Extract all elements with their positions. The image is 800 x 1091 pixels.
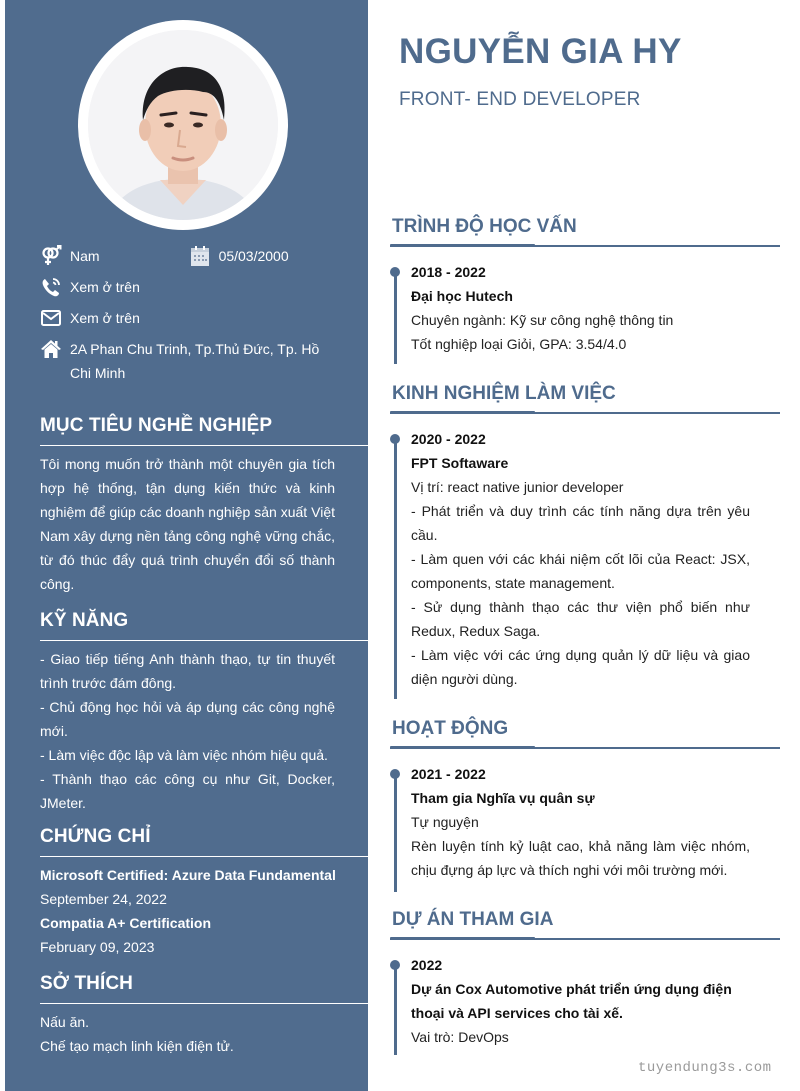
education-section [390, 214, 780, 356]
hobbies-list [40, 1010, 335, 1058]
skill-item: - Giao tiếp tiếng Anh thành thạo, tự tin thuyết trình trước đám đông. [40, 651, 335, 691]
certificate-date: February 09, 2023 [40, 939, 155, 955]
birthday-value: 05/03/2000 [218, 248, 289, 264]
hobbies-title: SỞ THÍCH [40, 971, 368, 1004]
avatar-frame [78, 20, 288, 230]
phone-icon [40, 276, 62, 298]
address-field [40, 337, 340, 385]
experience-detail: - Phát triển và duy trình các tính năng dựa trên yêu cầu. [411, 503, 750, 543]
education-entry [390, 260, 780, 356]
activity-entry [390, 762, 780, 882]
gender-field [40, 244, 100, 268]
activity-detail: Tự nguyện [411, 814, 479, 830]
experience-detail: - Làm quen với các khái niệm cốt lõi của React: JSX, components, state management. [411, 551, 750, 591]
experience-title: KINH NGHIỆM LÀM VIỆC [392, 383, 616, 404]
timeline-line [394, 272, 397, 364]
education-period: 2018 - 2022 [411, 264, 486, 280]
gender-value: Nam [70, 248, 100, 264]
section-divider [390, 746, 780, 750]
timeline-line [394, 439, 397, 699]
activity-name: Tham gia Nghĩa vụ quân sự [411, 790, 595, 806]
objective-title: MỤC TIÊU NGHỀ NGHIỆP [40, 413, 368, 446]
skills-list [40, 647, 335, 815]
certificate-name: Microsoft Certified: Azure Data Fundamental [40, 867, 336, 883]
avatar [88, 30, 278, 220]
projects-section [390, 907, 780, 1049]
phone-field [40, 275, 340, 306]
certificates-list [40, 863, 360, 959]
experience-detail: - Sử dụng thành thạo các thư viện phổ biến như Redux, Redux Saga. [411, 599, 750, 639]
candidate-role: FRONT- END DEVELOPER [399, 89, 641, 110]
timeline-line [394, 965, 397, 1055]
certificates-title: CHỨNG CHỈ [40, 824, 368, 857]
profile-photo [88, 30, 278, 220]
candidate-name: NGUYỄN GIA HY [399, 32, 682, 71]
project-detail: Vai trò: DevOps [411, 1029, 509, 1045]
project-name: Dự án Cox Automotive phát triển ứng dụng điện thoại và API services cho tài xế. [411, 981, 732, 1021]
experience-company: FPT Softaware [411, 455, 509, 471]
objective-section [40, 413, 368, 596]
activities-title: HOẠT ĐỘNG [392, 718, 509, 739]
section-divider [390, 244, 780, 248]
project-period: 2022 [411, 957, 443, 973]
skill-item: - Chủ động học hỏi và áp dụng các công nghệ mới. [40, 699, 335, 739]
certificates-section [40, 824, 368, 959]
address-value: 2A Phan Chu Trinh, Tp.Thủ Đức, Tp. Hồ Chi Minh [70, 341, 320, 381]
email-value: Xem ở trên [70, 310, 140, 326]
birthday-field [189, 244, 289, 268]
activity-detail: Rèn luyện tính kỷ luật cao, khả năng làm việc nhóm, chịu đựng áp lực và thích nghi với môi trường mới. [411, 838, 750, 878]
experience-entry [390, 427, 780, 691]
projects-title: DỰ ÁN THAM GIA [392, 909, 554, 930]
project-entry [390, 953, 780, 1049]
experience-section [390, 381, 780, 691]
section-divider [390, 937, 780, 941]
education-school: Đại học Hutech [411, 288, 513, 304]
experience-detail: Vị trí: react native junior developer [411, 479, 624, 495]
education-title: TRÌNH ĐỘ HỌC VẤN [392, 216, 577, 237]
experience-period: 2020 - 2022 [411, 431, 486, 447]
email-field [40, 306, 340, 337]
gender-icon [40, 245, 62, 267]
skill-item: - Thành thạo các công cụ như Git, Docker, JMeter. [40, 771, 335, 811]
sidebar [5, 0, 368, 1091]
timeline-line [394, 774, 397, 892]
hobbies-section [40, 971, 368, 1058]
hobby-item: Chế tạo mạch linh kiện điện tử. [40, 1038, 234, 1054]
skills-section [40, 608, 368, 815]
certificate-name: Compatia A+ Certification [40, 915, 212, 931]
home-icon [40, 338, 62, 360]
objective-text: Tôi mong muốn trở thành một chuyên gia tích hợp hệ thống, tận dụng kiến thức và kinh nghiệm để giúp các doanh nghiệp sản xuất Việt Nam xây dựng nền tảng công nghệ vững chắc, từ đó thúc đẩy quá trình chuyển đổi số thành công. [40, 456, 335, 592]
calendar-icon [189, 245, 211, 267]
activities-section [390, 716, 780, 882]
phone-value: Xem ở trên [70, 279, 140, 295]
skill-item: - Làm việc độc lập và làm việc nhóm hiệu quả. [40, 747, 328, 763]
mail-icon [40, 307, 62, 329]
skills-title: KỸ NĂNG [40, 608, 368, 641]
education-detail: Tốt nghiệp loại Giỏi, GPA: 3.54/4.0 [411, 336, 627, 352]
certificate-date: September 24, 2022 [40, 891, 167, 907]
section-divider [390, 411, 780, 415]
contact-info [40, 244, 340, 385]
hobby-item: Nấu ăn. [40, 1014, 90, 1030]
watermark: tuyendung3s.com [638, 1060, 772, 1076]
experience-detail: - Làm việc với các ứng dụng quản lý dữ liệu và giao diện người dùng. [411, 647, 750, 687]
activity-period: 2021 - 2022 [411, 766, 486, 782]
education-detail: Chuyên ngành: Kỹ sư công nghệ thông tin [411, 312, 674, 328]
